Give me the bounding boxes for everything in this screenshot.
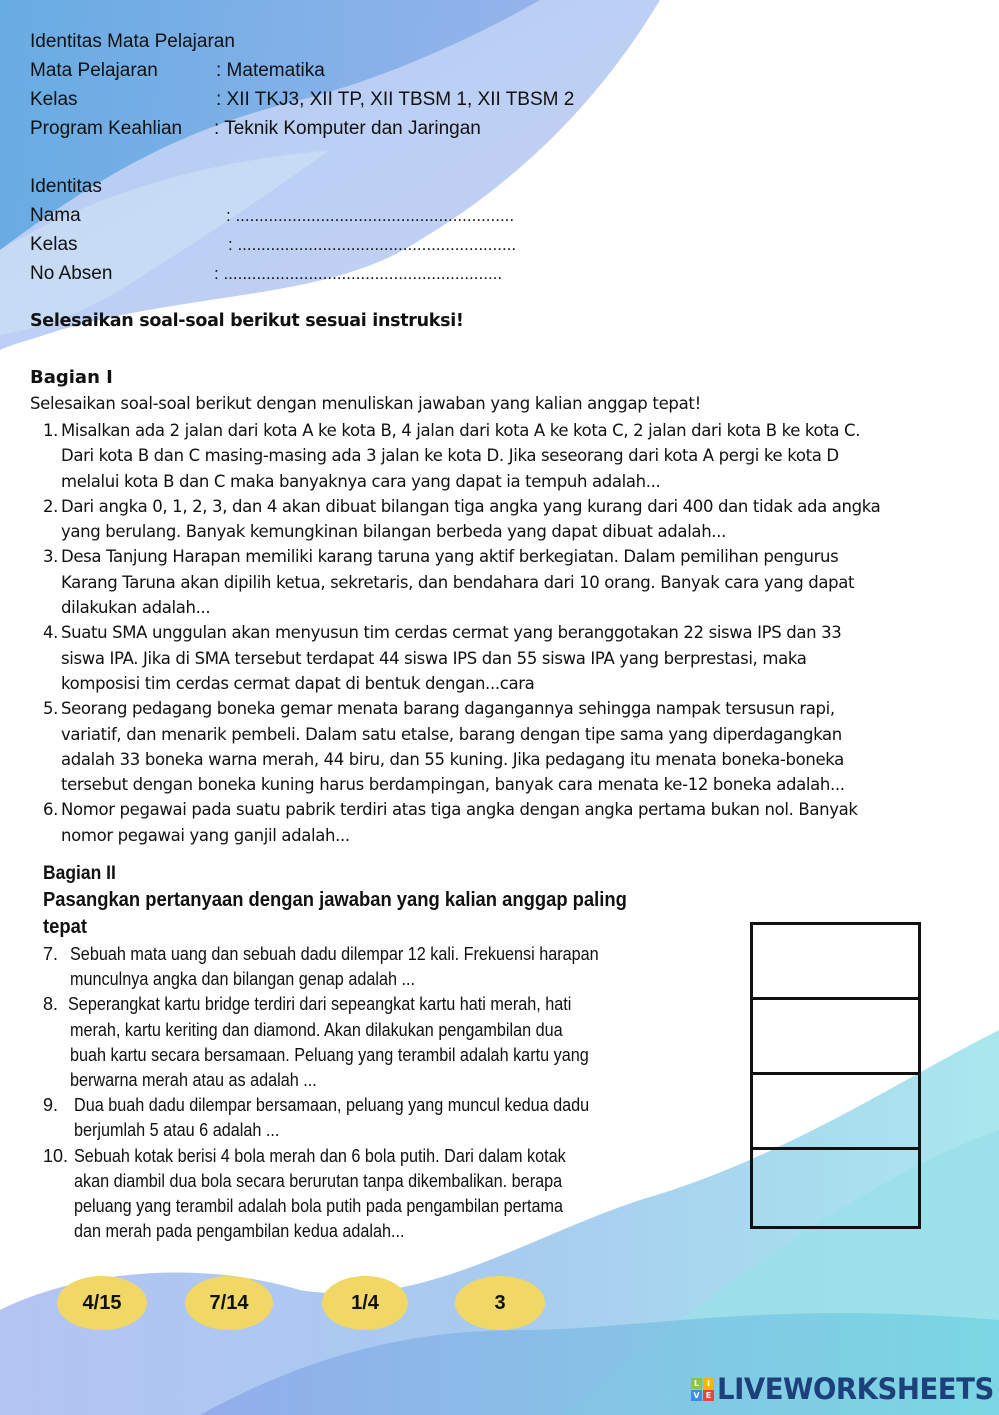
question-2 (38, 494, 948, 545)
student-class-row (30, 230, 517, 259)
question-text: yang berulang. Banyak kemungkinan bilangan berbeda yang dapat dibuat adalah... (61, 522, 726, 542)
question-text: akan diambil dua bola secara berurutan tanpa dikembalikan. berapa (74, 1170, 563, 1191)
logo-text: LIVEWORKSHEETS (717, 1372, 994, 1406)
question-text: Dari kota B dan C masing-masing ada 3 jalan ke kota D. Jika seseorang dari kota A pergi ke kota D (61, 446, 839, 466)
instruction-heading: Selesaikan soal-soal berikut sesuai instruksi! (30, 311, 464, 331)
question-text: buah kartu secara bersamaan. Peluang yang terambil adalah kartu yang (70, 1044, 589, 1065)
question-text: peluang yang terambil adalah bola putih pada pengambilan pertama (74, 1196, 564, 1217)
question-text: siswa IPA. Jika di SMA tersebut terdapat 44 siswa IPS dan 55 siswa IPA yang berprestasi, maka (61, 648, 807, 668)
name-row (30, 201, 515, 230)
question-number: 3. (43, 547, 59, 567)
absen-field[interactable]: : ........................................................... (214, 264, 503, 283)
question-9 (43, 1093, 657, 1143)
question-text: adalah 33 boneka warna merah, 44 biru, dan 55 kuning. Jika pedagang itu menata boneka-boneka (61, 749, 844, 769)
live-blocks-icon (691, 1378, 714, 1401)
name-field[interactable]: : ........................................................... (226, 206, 515, 225)
question-text: Sebuah kotak berisi 4 bola merah dan 6 bola putih. Dari dalam kotak (74, 1145, 566, 1166)
subject-value: : Matematika (216, 60, 325, 81)
answer-drop-zones (750, 922, 921, 1229)
liveworksheets-logo (691, 1372, 999, 1406)
question-number: 10. (43, 1145, 69, 1166)
program-value: : Teknik Komputer dan Jaringan (214, 118, 481, 139)
section2-header (43, 861, 743, 941)
question-text: Seperangkat kartu bridge terdiri dari sepeangkat kartu hati merah, hati (68, 994, 572, 1015)
section2-subtitle-line2: tepat (43, 916, 87, 938)
answer-drop-zone-8[interactable] (753, 1000, 918, 1075)
logo-letter: I (703, 1378, 714, 1389)
question-number: 7. (43, 944, 59, 964)
answer-drop-zone-10[interactable] (753, 1150, 918, 1229)
class-row (30, 85, 575, 114)
student-identity-heading: Identitas (30, 176, 102, 197)
section1-questions (38, 418, 948, 848)
question-text: variatif, dan menarik pembeli. Dalam satu etalse, barang dengan tipe sama yang diperdagangkan (61, 724, 842, 744)
question-number: 5. (43, 699, 59, 719)
logo-letter: L (691, 1378, 702, 1389)
question-text: Nomor pegawai pada suatu pabrik terdiri atas tiga angka dengan angka pertama bukan nol. Banyak (61, 800, 858, 820)
question-text: dan merah pada pengambilan kedua adalah... (74, 1221, 405, 1242)
question-text: Sebuah mata uang dan sebuah dadu dilempar 12 kali. Frekuensi harapan (70, 944, 599, 964)
absen-label: No Absen (30, 263, 113, 284)
question-text: Dua buah dadu dilempar bersamaan, peluang yang muncul kedua dadu (74, 1095, 590, 1116)
class-value: : XII TKJ3, XII TP, XII TBSM 1, XII TBSM 2 (216, 89, 575, 110)
question-number: 1. (43, 421, 59, 440)
question-text: Karang Taruna akan dipilih ketua, sekretaris, dan bendahara dari 10 orang. Banyak cara yang dapat (61, 572, 855, 592)
answer-drop-zone-7[interactable] (753, 925, 918, 1000)
question-1 (38, 418, 948, 494)
question-text: Misalkan ada 2 jalan dari kota A ke kota B, 4 jalan dari kota A ke kota C, 2 jalan dari kota B ke kota C. (61, 421, 861, 440)
subject-row (30, 56, 325, 85)
question-5 (38, 696, 948, 797)
question-8 (43, 992, 657, 1093)
subject-label: Mata Pelajaran (30, 60, 158, 81)
question-number: 2. (43, 496, 59, 516)
question-text: dilakukan adalah... (61, 598, 211, 618)
section2-subtitle-line1: Pasangkan pertanyaan dengan jawaban yang kalian anggap paling (43, 889, 627, 911)
question-text: Seorang pedagang boneka gemar menata barang dagangannya sehingga nampak tersusun rapi, (61, 699, 835, 719)
question-text: melalui kota B dan C maka banyaknya cara yang dapat ia tempuh adalah... (61, 471, 661, 491)
absen-row (30, 259, 503, 288)
question-text: merah, kartu keriting dan diamond. Akan dilakukan pengambilan dua (70, 1019, 563, 1040)
question-text: Desa Tanjung Harapan memiliki karang taruna yang aktif berkegiatan. Dalam pemilihan pengurus (61, 547, 839, 567)
name-label: Nama (30, 205, 81, 226)
answer-chip[interactable]: 3 (455, 1276, 545, 1330)
class-label: Kelas (30, 89, 78, 110)
question-text: berwarna merah atau as adalah ... (70, 1070, 317, 1091)
logo-letter: V (691, 1390, 702, 1401)
question-number: 6. (43, 800, 59, 820)
logo-letter: E (703, 1390, 714, 1401)
student-class-field[interactable]: : ........................................................... (228, 235, 517, 254)
program-label: Program Keahlian (30, 118, 183, 139)
question-text: Suatu SMA unggulan akan menyusun tim cerdas cermat yang beranggotakan 22 siswa IPS dan 33 (61, 623, 842, 643)
section1-title: Bagian I (30, 367, 113, 388)
question-text: munculnya angka dan bilangan genap adalah ... (70, 969, 415, 990)
question-7 (43, 942, 657, 992)
section2-questions (43, 942, 657, 1244)
subject-identity (30, 27, 575, 288)
program-row (30, 114, 481, 143)
section2-title: Bagian II (43, 863, 116, 884)
question-number: 4. (43, 623, 59, 643)
answer-chip[interactable]: 4/15 (57, 1276, 147, 1330)
question-text: berjumlah 5 atau 6 adalah ... (74, 1120, 280, 1141)
question-6 (38, 797, 948, 848)
question-text: Dari angka 0, 1, 2, 3, dan 4 akan dibuat bilangan tiga angka yang kurang dari 400 dan tidak ada angka (61, 496, 881, 516)
question-text: tersebut dengan boneka kuning harus berdampingan, banyak cara menata ke-12 boneka adalah... (61, 775, 845, 795)
subject-identity-heading: Identitas Mata Pelajaran (30, 31, 235, 52)
answer-drop-zone-9[interactable] (753, 1075, 918, 1150)
question-10 (43, 1144, 657, 1245)
question-number: 9. (43, 1095, 59, 1116)
question-number: 8. (43, 994, 59, 1015)
answer-chip[interactable]: 7/14 (185, 1276, 273, 1330)
section1-subtitle: Selesaikan soal-soal berikut dengan menuliskan jawaban yang kalian anggap tepat! (30, 394, 701, 413)
question-text: komposisi tim cerdas cermat dapat di bentuk dengan...cara (61, 673, 535, 693)
student-class-label: Kelas (30, 234, 78, 255)
question-4 (38, 620, 948, 696)
question-3 (38, 544, 948, 620)
answer-chip[interactable]: 1/4 (322, 1276, 408, 1330)
question-text: nomor pegawai yang ganjil adalah... (61, 825, 350, 845)
